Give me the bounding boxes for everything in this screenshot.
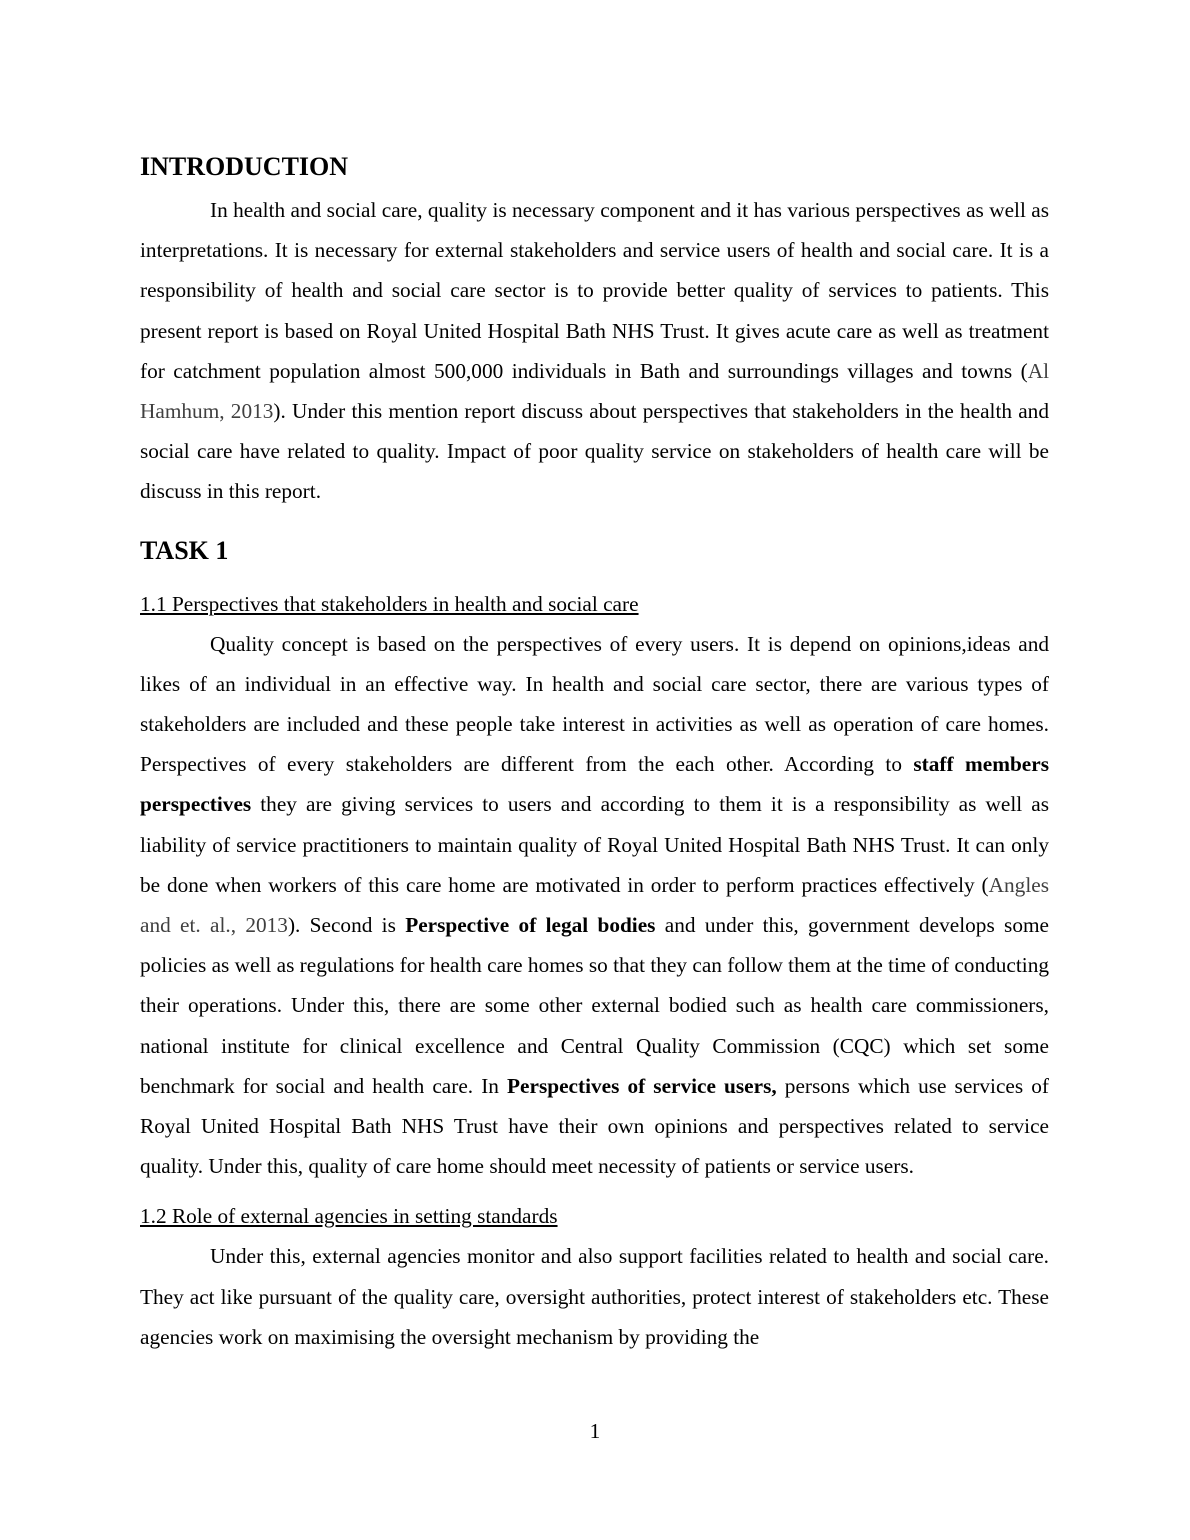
section-1-2-title: 1.2 Role of external agencies in setting standards: [140, 1204, 558, 1229]
task-1-heading: TASK 1: [140, 535, 229, 565]
page-number: 1: [589, 1419, 601, 1443]
introduction-heading: INTRODUCTION: [140, 152, 349, 181]
section-1-1-citation: Angles and et. al., 2013: [140, 872, 1049, 938]
page-content: [140, 148, 1049, 1357]
staff-members-perspectives-bold: staff members perspectives: [140, 752, 1049, 817]
intro-text-a: In health and social care, quality is necessary component and it has various perspectives as well as interpretations. It is necessary for external stakeholders and service users of health and social care. It is a responsibility of health and social care sector is to provide better quality of services to patients. This present report is based on Royal United Hospital Bath NHS Trust. It gives acute care as well as treatment for catchment population almost 500,000 individuals in Bath and surroundings villages and towns (: [140, 198, 1049, 383]
introduction-paragraph: [140, 190, 1049, 512]
section-1-1-text-d: and under this, government develops some policies as well as regulations for health care homes so that they can follow them at the time of conducting their operations. Under this, there are some other external bodied such as health care commissioners, national institute for clinical excellence and Central Quality Commission (CQC) which set some benchmark for social and health care. In: [140, 913, 1049, 1098]
legal-bodies-perspective-bold: Perspective of legal bodies: [405, 913, 656, 938]
section-1-1-text-e: persons which use services of Royal United Hospital Bath NHS Trust have their own opinions and perspectives related to service quality. Under this, quality of care home should meet necessity of patients or service users.: [140, 1073, 1049, 1179]
intro-text-b: ). Under this mention report discuss about perspectives that stakeholders in the health and social care have related to quality. Impact of poor quality service on stakeholders of health care will be discuss in this report.: [140, 399, 1049, 504]
section-1-1-title: 1.1 Perspectives that stakeholders in health and social care: [140, 591, 639, 616]
section-1-2-paragraph: Under this, external agencies monitor and also support facilities related to health and social care. They act like pursuant of the quality care, oversight authorities, protect interest of stakeholders etc. These agencies work on maximising the oversight mechanism by providing the: [140, 1244, 1049, 1349]
intro-citation: Al Hamhum, 2013: [140, 358, 1049, 424]
section-1-1-text-b: they are giving services to users and according to them it is a responsibility as well as liability of service practitioners to maintain quality of Royal United Hospital Bath NHS Trust. It can only be done when workers of this care home are motivated in order to perform practices effectively (: [140, 792, 1049, 897]
section-1-1-text-a: Quality concept is based on the perspectives of every users. It is depend on opinions,ideas and likes of an individual in an effective way. In health and social care sector, there are various types of stakeholders are included and these people take interest in activities as well as operation of care homes. Perspectives of every stakeholders are different from the each other. According to: [140, 631, 1049, 777]
section-1-1-paragraph: [140, 624, 1049, 1187]
section-1-1-text-c: ). Second is: [287, 913, 406, 938]
service-users-perspectives-bold: Perspectives of service users,: [507, 1073, 777, 1098]
